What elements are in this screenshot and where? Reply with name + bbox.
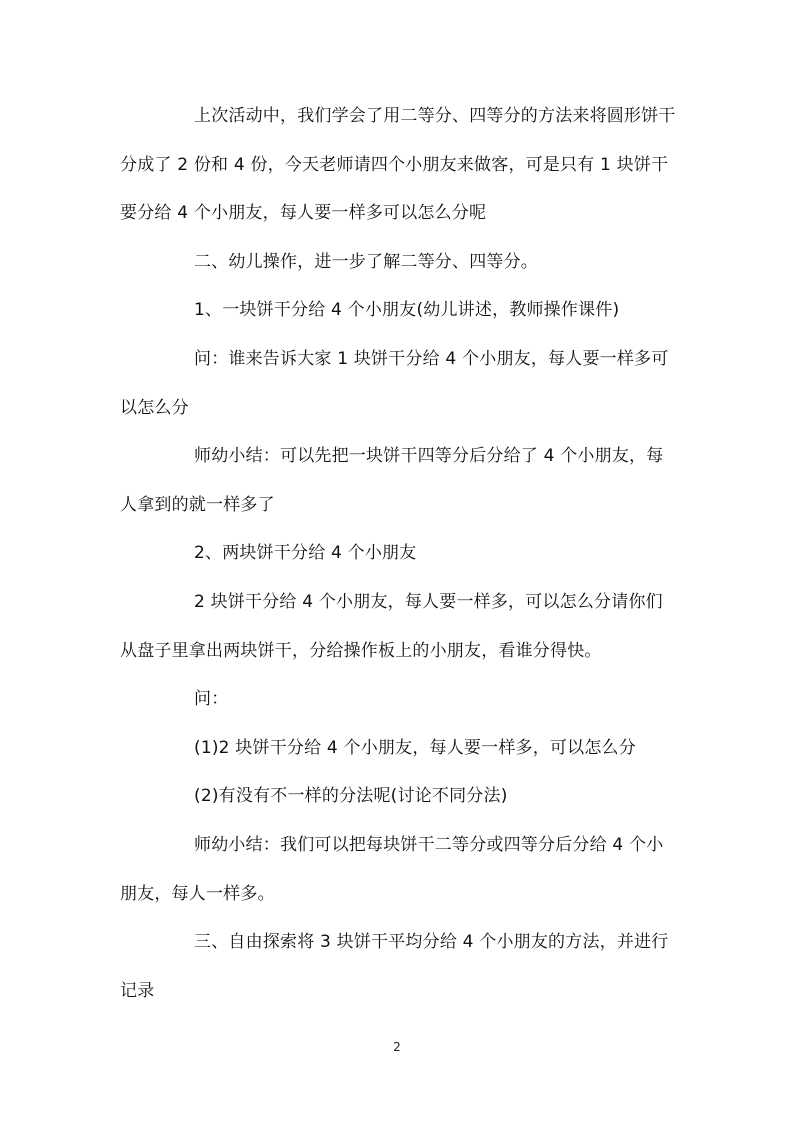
question-item-1: (1)2 块饼干分给 4 个小朋友，每人要一样多，可以怎么分 <box>194 737 636 758</box>
section-heading-2: 二、幼儿操作，进一步了解二等分、四等分。 <box>194 251 538 272</box>
paragraph-1: 上次活动中，我们学会了用二等分、四等分的方法来将圆形饼干分成了 2 份和 4 份，今天老师请四个小朋友来做客，可是只有 1 块饼干要分给 4 个小朋友，每人要一样多可以怎么分呢 <box>120 106 676 224</box>
summary-paragraph-1: 师幼小结：可以先把一块饼干四等分后分给了 4 个小朋友，每人拿到的就一样多了 <box>120 446 664 515</box>
instruction-paragraph: 2 块饼干分给 4 个小朋友，每人要一样多，可以怎么分请你们从盘子里拿出两块饼干，分给操作板上的小朋友，看谁分得快。 <box>120 591 663 661</box>
summary-paragraph-2: 师幼小结：我们可以把每块饼干二等分或四等分后分给 4 个小朋友，每人一样多。 <box>120 834 664 904</box>
page-number: 2 <box>393 1040 401 1054</box>
step-2-heading: 2、两块饼干分给 4 个小朋友 <box>194 543 417 564</box>
question-paragraph: 问：谁来告诉大家 1 块饼干分给 4 个小朋友，每人要一样多可以怎么分 <box>120 348 669 418</box>
question-item-2: (2)有没有不一样的分法呢(讨论不同分法) <box>194 786 508 807</box>
question-label: 问： <box>194 689 229 710</box>
document-body <box>120 92 680 1015</box>
step-1-heading: 1、一块饼干分给 4 个小朋友(幼儿讲述，教师操作课件) <box>194 300 620 321</box>
section-heading-3: 三、自由探索将 3 块饼干平均分给 4 个小朋友的方法，并进行记录 <box>120 932 669 1001</box>
